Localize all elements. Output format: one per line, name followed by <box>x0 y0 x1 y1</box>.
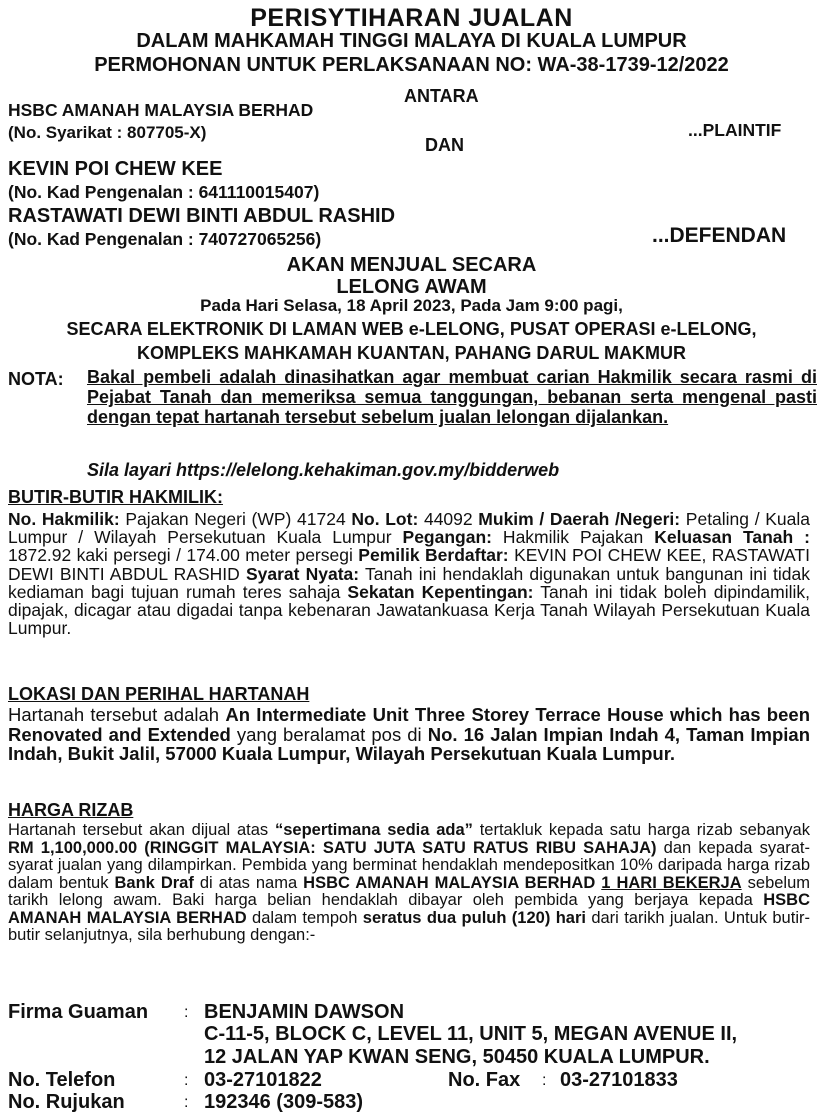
property-address: No. 16 Jalan Impian Indah 4, Taman Impian Indah, Bukit Jalil, 57000 Kuala Lumpur, Wilayah Persekutuan Kuala Lumpur. <box>8 723 811 765</box>
lot-value: 44092 <box>418 509 479 529</box>
fax-label: No. Fax <box>448 1069 521 1091</box>
plaintiff-name: HSBC AMANAH MALAYSIA BERHAD <box>8 100 314 120</box>
harga-deadline: 1 HARI BEKERJA <box>601 873 742 892</box>
title-details-paragraph <box>8 510 810 637</box>
plaintiff-id: (No. Syarikat : 807705-X) <box>8 123 207 142</box>
harga-payee2: HSBC AMANAH MALAYSIA BERHAD <box>8 891 810 927</box>
harga-amount: RM 1,100,000.00 (RINGGIT MALAYSIA: SATU JUTA SATU RATUS RIBU SAHAJA) <box>8 838 657 857</box>
defendant2-name: RASTAWATI DEWI BINTI ABDUL RASHID <box>8 205 396 227</box>
antara-label: ANTARA <box>404 86 479 106</box>
nota-label: NOTA: <box>8 369 64 389</box>
keluasan-key: Keluasan Tanah : <box>654 527 810 548</box>
auction-venue2: KOMPLEKS MAHKAMAH KUANTAN, PAHANG DARUL MAKMUR <box>137 343 686 363</box>
hakmilik-value: Pajakan Negeri (WP) 41724 <box>119 509 352 529</box>
phone-colon: : <box>184 1072 189 1089</box>
website-link[interactable]: Sila layari https://elelong.kehakiman.gov.my/bidderweb <box>87 460 560 480</box>
fax-colon: : <box>542 1072 547 1089</box>
harga-bank-draft: Bank Draf <box>114 873 194 892</box>
reserve-price-paragraph <box>8 822 810 945</box>
reference-label: No. Rujukan <box>8 1091 125 1113</box>
location-paragraph <box>8 705 810 764</box>
pegangan-key: Pegangan: <box>402 527 492 548</box>
dan-label: DAN <box>425 135 464 155</box>
harga-text3: dan kepada syarat-syarat jualan yang dilampirkan. Pembida yang berminat hendaklah mendepositkan 10% daripada harga rizab dalam bentuk <box>8 838 811 892</box>
nota-text: Bakal pembeli adalah dinasihatkan agar membuat carian Hakmilik secara rasmi di Pejabat Tanah dan memeriksa semua tanggungan, bebanan serta mengenal pasti dengan tepat hartanah tersebut sebelum jualan lelongan dijalankan. <box>87 367 817 427</box>
reference-colon: : <box>184 1094 189 1111</box>
defendant1-name: KEVIN POI CHEW KEE <box>8 158 223 180</box>
location-text2: yang beralamat pos di <box>230 723 428 745</box>
harga-text8: dari tarikh jualan. Untuk butir-butir selanjutnya, sila berhubung dengan:- <box>8 908 810 944</box>
reference-value: 192346 (309-583) <box>204 1091 364 1113</box>
mukim-value: Petaling / Kuala Lumpur / Wilayah Persekutuan Kuala Lumpur <box>8 509 810 548</box>
harga-as-is: “sepertimana sedia ada” <box>274 821 473 839</box>
defendant2-id: (No. Kad Pengenalan : 740727065256) <box>8 229 322 249</box>
phone-value: 03-27101822 <box>204 1069 322 1091</box>
phone-label: No. Telefon <box>8 1069 116 1091</box>
defendant-role: ...DEFENDAN <box>652 224 787 247</box>
harga-text7: dalam tempoh <box>246 908 363 927</box>
harga-text1: Hartanah tersebut akan dijual atas <box>8 821 275 839</box>
sekatan-key: Sekatan Kepentingan: <box>347 581 534 602</box>
fax-value: 03-27101833 <box>560 1069 678 1091</box>
sekatan-value: Tanah ini tidak boleh dipindamilik, dipajak, dicagar atau digadai tanpa kebenaran Jawatankuasa Kerja Tanah Wilayah Persekutuan Kuala Lumpur. <box>8 581 810 639</box>
auction-line2: LELONG AWAM <box>336 276 487 298</box>
reserve-price-heading: HARGA RIZAB <box>8 800 134 820</box>
lot-key: No. Lot: <box>351 509 419 529</box>
pegangan-value: Hakmilik Pajakan <box>491 527 655 548</box>
syarat-key: Syarat Nyata: <box>245 563 360 584</box>
pemilik-key: Pemilik Berdaftar: <box>358 545 509 566</box>
notice-title: PERISYTIHARAN JUALAN <box>250 4 573 32</box>
law-firm-name: BENJAMIN DAWSON <box>204 1001 405 1023</box>
harga-text2: tertakluk kepada satu harga rizab sebanyak <box>472 821 810 839</box>
plaintiff-role: ...PLAINTIF <box>688 120 782 140</box>
keluasan-value: 1872.92 kaki persegi / 174.00 meter persegi <box>8 545 359 566</box>
law-firm-label: Firma Guaman <box>8 1001 149 1023</box>
application-number: PERMOHONAN UNTUK PERLAKSANAAN NO: WA-38-1739-12/2022 <box>94 54 729 76</box>
harga-payee: HSBC AMANAH MALAYSIA BERHAD <box>303 873 596 892</box>
harga-text6: sebelum tarikh lelong awam. Baki harga belian hendaklah dibayar oleh pembida yang berjaya kepada <box>8 873 811 909</box>
property-type: An Intermediate Unit Three Storey Terrace House which has been Renovated and Extended <box>8 704 810 745</box>
auction-line1: AKAN MENJUAL SECARA <box>286 254 537 276</box>
harga-text4: di atas nama <box>193 873 304 892</box>
hakmilik-key: No. Hakmilik: <box>8 509 120 529</box>
title-details-heading: BUTIR-BUTIR HAKMILIK: <box>8 487 223 507</box>
auction-venue1: SECARA ELEKTRONIK DI LAMAN WEB e-LELONG, PUSAT OPERASI e-LELONG, <box>66 319 757 339</box>
syarat-value: Tanah ini hendaklah digunakan untuk bangunan ini tidak kediaman bagi tujuan rumah teres sahaja <box>8 563 810 602</box>
auction-datetime: Pada Hari Selasa, 18 April 2023, Pada Jam 9:00 pagi, <box>200 296 623 315</box>
location-text1: Hartanah tersebut adalah <box>8 704 226 725</box>
mukim-key: Mukim / Daerah /Negeri: <box>478 509 681 529</box>
law-firm-address2: 12 JALAN YAP KWAN SENG, 50450 KUALA LUMPUR. <box>204 1046 710 1068</box>
location-heading: LOKASI DAN PERIHAL HARTANAH <box>8 684 310 704</box>
law-firm-colon: : <box>184 1004 189 1021</box>
court-name: DALAM MAHKAMAH TINGGI MALAYA DI KUALA LUMPUR <box>136 30 687 52</box>
law-firm-address1: C-11-5, BLOCK C, LEVEL 11, UNIT 5, MEGAN AVENUE II, <box>204 1023 738 1045</box>
defendant1-id: (No. Kad Pengenalan : 641110015407) <box>8 182 320 202</box>
pemilik-value: KEVIN POI CHEW KEE, RASTAWATI DEWI BINTI ABDUL RASHID <box>8 545 810 584</box>
harga-period: seratus dua puluh (120) hari <box>362 908 586 927</box>
